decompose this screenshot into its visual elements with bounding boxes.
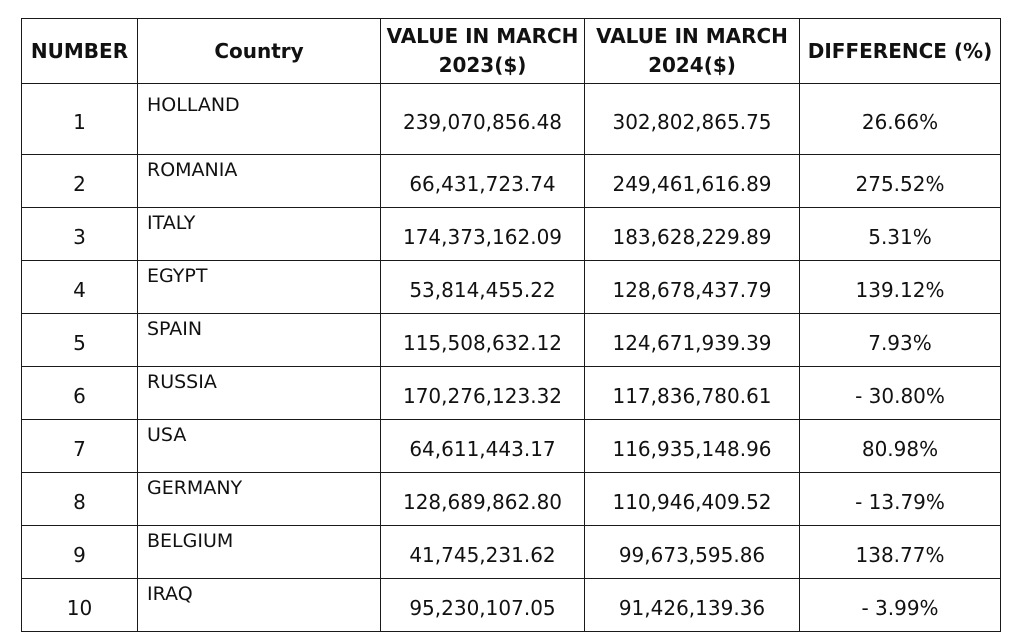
header-difference: DIFFERENCE (%) xyxy=(800,19,1001,84)
cell-difference: - 30.80% xyxy=(800,367,1001,420)
cell-value-2024: 128,678,437.79 xyxy=(585,261,800,314)
cell-difference: 26.66% xyxy=(800,84,1001,155)
cell-value-2023: 66,431,723.74 xyxy=(381,155,585,208)
table-row xyxy=(22,526,1001,579)
cell-value-2023: 115,508,632.12 xyxy=(381,314,585,367)
cell-difference: 138.77% xyxy=(800,526,1001,579)
cell-country: EGYPT xyxy=(138,261,381,314)
table-row xyxy=(22,155,1001,208)
cell-number: 10 xyxy=(22,579,138,632)
cell-number: 4 xyxy=(22,261,138,314)
cell-value-2024: 116,935,148.96 xyxy=(585,420,800,473)
cell-difference: 5.31% xyxy=(800,208,1001,261)
cell-country: GERMANY xyxy=(138,473,381,526)
cell-value-2023: 41,745,231.62 xyxy=(381,526,585,579)
cell-difference: 7.93% xyxy=(800,314,1001,367)
cell-value-2024: 183,628,229.89 xyxy=(585,208,800,261)
cell-country: ROMANIA xyxy=(138,155,381,208)
cell-number: 5 xyxy=(22,314,138,367)
cell-country: SPAIN xyxy=(138,314,381,367)
cell-difference: 275.52% xyxy=(800,155,1001,208)
cell-value-2023: 64,611,443.17 xyxy=(381,420,585,473)
header-number: NUMBER xyxy=(22,19,138,84)
table-row xyxy=(22,420,1001,473)
cell-value-2023: 128,689,862.80 xyxy=(381,473,585,526)
cell-number: 7 xyxy=(22,420,138,473)
table-header-row xyxy=(22,19,1001,84)
cell-number: 2 xyxy=(22,155,138,208)
header-country: Country xyxy=(138,19,381,84)
cell-country: RUSSIA xyxy=(138,367,381,420)
cell-value-2024: 249,461,616.89 xyxy=(585,155,800,208)
cell-value-2024: 117,836,780.61 xyxy=(585,367,800,420)
header-value-2023: VALUE IN MARCH 2023($) xyxy=(381,19,585,84)
table-row xyxy=(22,367,1001,420)
cell-value-2023: 170,276,123.32 xyxy=(381,367,585,420)
table-row xyxy=(22,473,1001,526)
cell-country: ITALY xyxy=(138,208,381,261)
cell-value-2024: 99,673,595.86 xyxy=(585,526,800,579)
cell-value-2024: 91,426,139.36 xyxy=(585,579,800,632)
cell-number: 8 xyxy=(22,473,138,526)
table-row xyxy=(22,579,1001,632)
export-values-table xyxy=(21,18,1001,632)
cell-value-2024: 110,946,409.52 xyxy=(585,473,800,526)
cell-value-2024: 302,802,865.75 xyxy=(585,84,800,155)
cell-country: IRAQ xyxy=(138,579,381,632)
cell-value-2023: 239,070,856.48 xyxy=(381,84,585,155)
table-row xyxy=(22,261,1001,314)
cell-difference: 139.12% xyxy=(800,261,1001,314)
cell-difference: 80.98% xyxy=(800,420,1001,473)
table-row xyxy=(22,84,1001,155)
header-value-2024: VALUE IN MARCH 2024($) xyxy=(585,19,800,84)
table-row xyxy=(22,208,1001,261)
cell-country: BELGIUM xyxy=(138,526,381,579)
cell-difference: - 13.79% xyxy=(800,473,1001,526)
cell-country: HOLLAND xyxy=(138,84,381,155)
cell-number: 1 xyxy=(22,84,138,155)
cell-difference: - 3.99% xyxy=(800,579,1001,632)
cell-country: USA xyxy=(138,420,381,473)
cell-number: 9 xyxy=(22,526,138,579)
cell-value-2023: 95,230,107.05 xyxy=(381,579,585,632)
cell-value-2024: 124,671,939.39 xyxy=(585,314,800,367)
cell-value-2023: 174,373,162.09 xyxy=(381,208,585,261)
table-row xyxy=(22,314,1001,367)
cell-number: 6 xyxy=(22,367,138,420)
cell-value-2023: 53,814,455.22 xyxy=(381,261,585,314)
cell-number: 3 xyxy=(22,208,138,261)
